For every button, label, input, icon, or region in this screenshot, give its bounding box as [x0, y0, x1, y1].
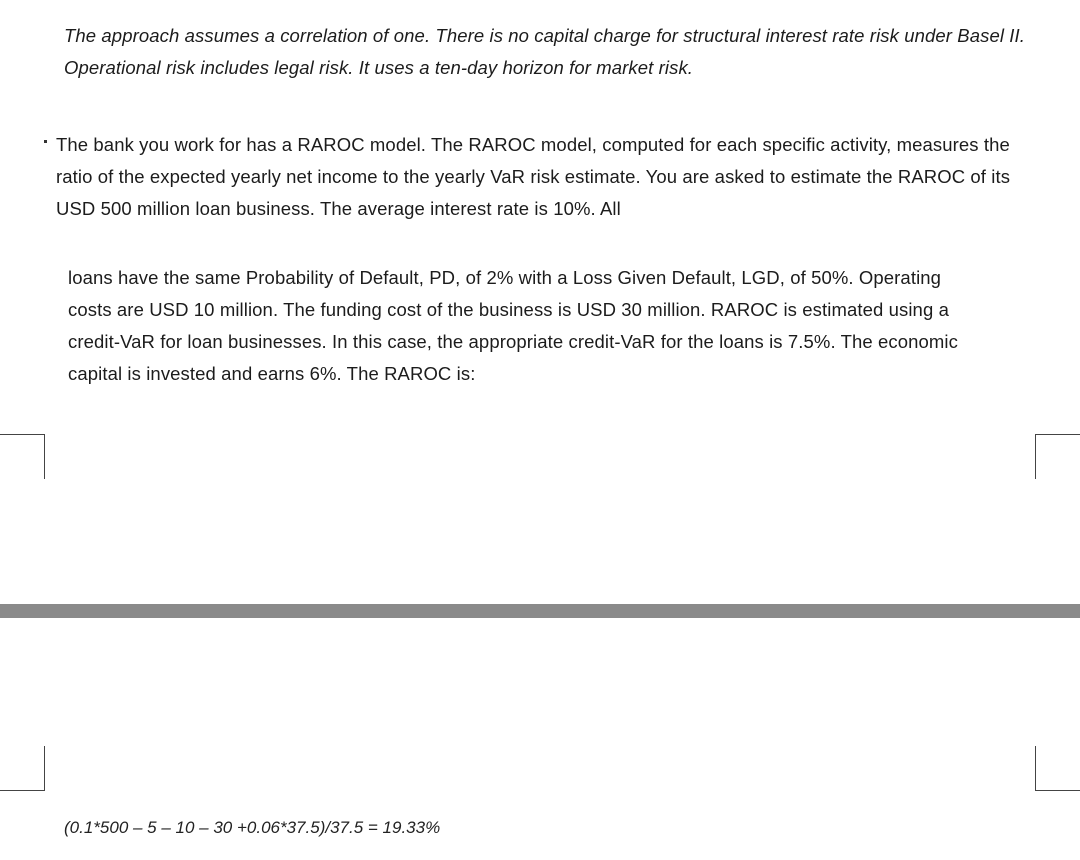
- previous-answer-text: The approach assumes a correlation of one. There is no capital charge for structural interest rate risk under Basel II. Operational risk includes legal risk. It uses a ten-day horizon for market risk.: [64, 25, 1026, 78]
- bullet-marker: [44, 140, 47, 143]
- page-corner-mark-bottom-right: [1035, 746, 1080, 791]
- page-corner-mark-top-left: [0, 434, 45, 479]
- page-corner-mark-top-right: [1035, 434, 1080, 479]
- question-text-part-2: loans have the same Probability of Default, PD, of 2% with a Loss Given Default, LGD, of 50%. Operating costs are USD 10 million. The funding cost of the business is USD 30 million. RAROC is estimated using a credit-VaR for loan businesses. In this case, the appropriate credit-VaR for the loans is 7.5%. The economic capital is invested and earns 6%. The RAROC is:: [68, 267, 958, 384]
- page-corner-mark-bottom-left: [0, 746, 45, 791]
- question-text-part-1: The bank you work for has a RAROC model. The RAROC model, computed for each specific activity, measures the ratio of the expected yearly net income to the yearly VaR risk estimate. You are asked to estimate the RAROC of its USD 500 million loan business. The average interest rate is 10%. All: [56, 134, 1011, 219]
- answer-formula: (0.1*500 – 5 – 10 – 30 +0.06*37.5)/37.5 = 19.33%: [64, 818, 441, 837]
- page-break-divider: [0, 604, 1080, 618]
